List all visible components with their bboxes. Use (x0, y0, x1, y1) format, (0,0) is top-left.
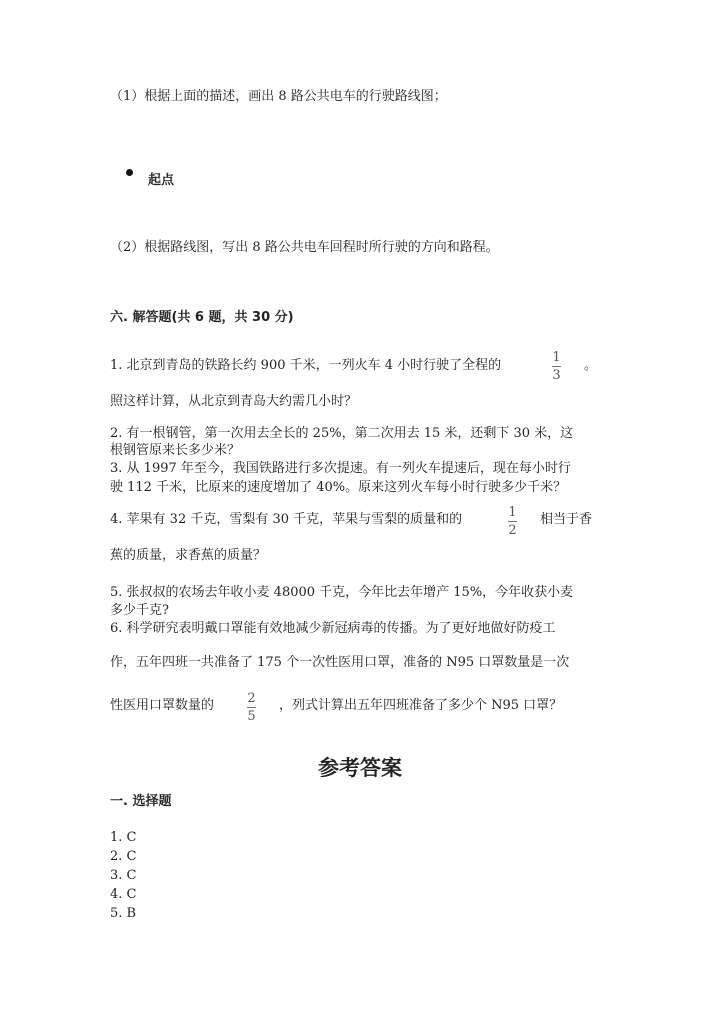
answers-title: 参考答案 (318, 756, 402, 780)
q6-fraction (247, 691, 256, 724)
answer-item: 2. C (110, 849, 137, 864)
q2-line2: 根钢管原来长多少米？ (110, 443, 241, 458)
section-6-heading: 六. 解答题(共 6 题，共 30 分) (110, 310, 294, 325)
answer-item: 5. B (110, 906, 137, 921)
answer-item: 3. C (110, 868, 137, 883)
part5-question-1: （1）根据上面的描述，画出 8 路公共电车的行驶路线图； (110, 89, 447, 104)
q6-line1: 6. 科学研究表明戴口罩能有效地减少新冠病毒的传播。为了更好地做好防疫工 (110, 621, 556, 636)
start-label: 起点 (148, 173, 175, 188)
numerator: 2 (247, 691, 256, 706)
q6-line3-end: ，列式计算出五年四班准备了多少个 N95 口罩？ (279, 698, 563, 713)
q5-line1: 5. 张叔叔的农场去年收小麦 48000 千克，今年比去年增产 15%，今年收获小麦 (110, 585, 574, 600)
q1-fraction (552, 350, 561, 383)
q3-line2: 驶 112 千米，比原来的速度增加了 40%。原来这列火车每小时行驶多少千米？ (110, 480, 567, 495)
q4-line1: 4. 苹果有 32 千克，雪梨有 30 千克，苹果与雪梨的质量和的 (110, 512, 463, 527)
q4-fraction (508, 505, 517, 538)
start-point-dot (126, 169, 133, 176)
q4-line1-end: 相当于香 (540, 512, 593, 527)
numerator: 1 (552, 350, 561, 365)
q1-line1: 1. 北京到青岛的铁路长约 900 千米，一列火车 4 小时行驶了全程的 (110, 358, 502, 373)
q6-line2: 作，五年四班一共准备了 175 个一次性医用口罩，准备的 N95 口罩数量是一次 (110, 655, 570, 670)
answer-item: 4. C (110, 887, 137, 902)
q5-line2: 多少千克? (110, 603, 169, 618)
answers-section-1: 一. 选择题 (110, 794, 172, 809)
q2-line1: 2. 有一根钢管，第一次用去全长的 25%，第二次用去 15 米，还剩下 30 米，这 (110, 426, 574, 441)
q1-line2: 照这样计算，从北京到青岛大约需几小时？ (110, 394, 358, 409)
q4-line2: 蕉的质量，求香蕉的质量？ (110, 548, 267, 563)
answer-item: 1. C (110, 830, 137, 845)
q1-period: 。 (584, 358, 598, 373)
q6-line3: 性医用口罩数量的 (110, 698, 215, 713)
denominator: 2 (508, 523, 517, 538)
denominator: 5 (247, 709, 256, 724)
denominator: 3 (552, 368, 561, 383)
q3-line1: 3. 从 1997 年至今，我国铁路进行多次提速。有一列火车提速后，现在每小时行 (110, 461, 571, 476)
numerator: 1 (508, 505, 517, 520)
part5-question-2: （2）根据路线图，写出 8 路公共电车回程时所行驶的方向和路程。 (110, 240, 499, 255)
